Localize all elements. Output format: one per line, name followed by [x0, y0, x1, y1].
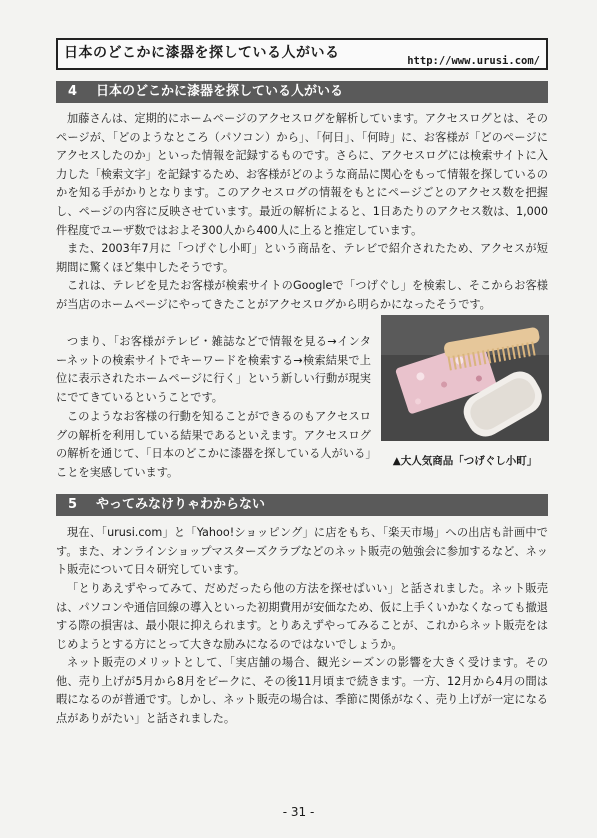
- section-5-heading: [56, 494, 548, 516]
- page-header: [56, 38, 548, 70]
- section-4-paragraph-1: 加藤さんは、定期的にホームページのアクセスログを解析しています。アクセスログとは、そのページが、「どのようなところ（パソコン）から」、「何日」、「何時」に、お客様が「どのページにアクセスしたのか」といった情報を記録するものです。さらに、アクセスログには検索サイトに入力した「検索文字」を記録するため、お客様がどのような商品に関心をもって情報を探しているのかを知る手がかりとなります。このアクセスログの情報をもとにページごとのアクセス数を把握し、ページの内容に反映させています。最近の解析によると、1日あたりのアクセス数は、1,000件程度でユーザ数ではおよそ300人から400人に上ると推定しています。: [56, 112, 548, 237]
- page-number: - 31 -: [282, 805, 315, 819]
- section-5-paragraph-3: ネット販売のメリットとして、「実店舗の場合、観光シーズンの影響を大きく受けます。その他、売り上げが5月から8月をピークに、その後11月頃まで続きます。一方、12月から4月の間は暇になるのが普通です。しかし、ネット販売の場合は、季節に関係がなく、売り上げが一定になる点がありがたい」と話されました。: [56, 656, 548, 725]
- section-4-number: 4: [68, 84, 78, 99]
- section-5-title: やってみなけりゃわからない: [96, 497, 266, 512]
- section-4-heading: [56, 81, 548, 103]
- photo-caption: ▲大人気商品「つげぐし小町」: [392, 455, 538, 467]
- section-4-paragraph-2: また、2003年7月に「つげぐし小町」という商品を、テレビで紹介されたため、アクセスが短期間に驚くほど集中したそうです。: [56, 242, 548, 274]
- comb-photo-illustration: [381, 315, 549, 441]
- section-4-title: 日本のどこかに漆器を探している人がいる: [96, 84, 344, 99]
- section-4-paragraph-5: このようなお客様の行動を知ることができるのもアクセスログの解析を利用している結果であるといえます。アクセスログの解析を通じて、「日本のどこかに漆器を探している人がいる」ことを実感しています。: [56, 410, 371, 479]
- section-5-number: 5: [68, 497, 78, 512]
- section-4-paragraph-4: つまり、「お客様がテレビ・雑誌などで情報を見る→インターネットの検索サイトでキーワードを検索する→検索結果で上位に表示されたホームページに行く」という新しい行動が現実にでてきているということです。: [56, 335, 371, 404]
- header-title: 日本のどこかに漆器を探している人がいる: [64, 45, 340, 61]
- section-5-paragraph-2: 「とりあえずやってみて、だめだったら他の方法を探せばいい」と話されました。ネット販売は、パソコンや通信回線の導入といった初期費用が安価なため、仮に上手くいかなくなっても撤退する際の損害は、最小限に抑えられます。とりあえずやってみることが、これからネット販売をはじめようとする方にとって大きな励みになるのではないでしょうか。: [56, 582, 548, 651]
- section-4-paragraph-3: これは、テレビを見たお客様が検索サイトのGoogleで「つげぐし」を検索し、そこからお客様が当店のホームページにやってきたことがアクセスログから明らかになったそうです。: [56, 279, 548, 311]
- product-photo-tsugegushi: [381, 315, 549, 441]
- header-url: http://www.urusi.com/: [407, 55, 540, 67]
- section-5-paragraph-1: 現在、「urusi.com」と「Yahoo!ショッピング」に店をもち、「楽天市場」への出店も計画中です。また、オンラインショップマスターズクラブなどのネット販売の勉強会に参加するなど、ネット販売について日々研究しています。: [56, 526, 548, 577]
